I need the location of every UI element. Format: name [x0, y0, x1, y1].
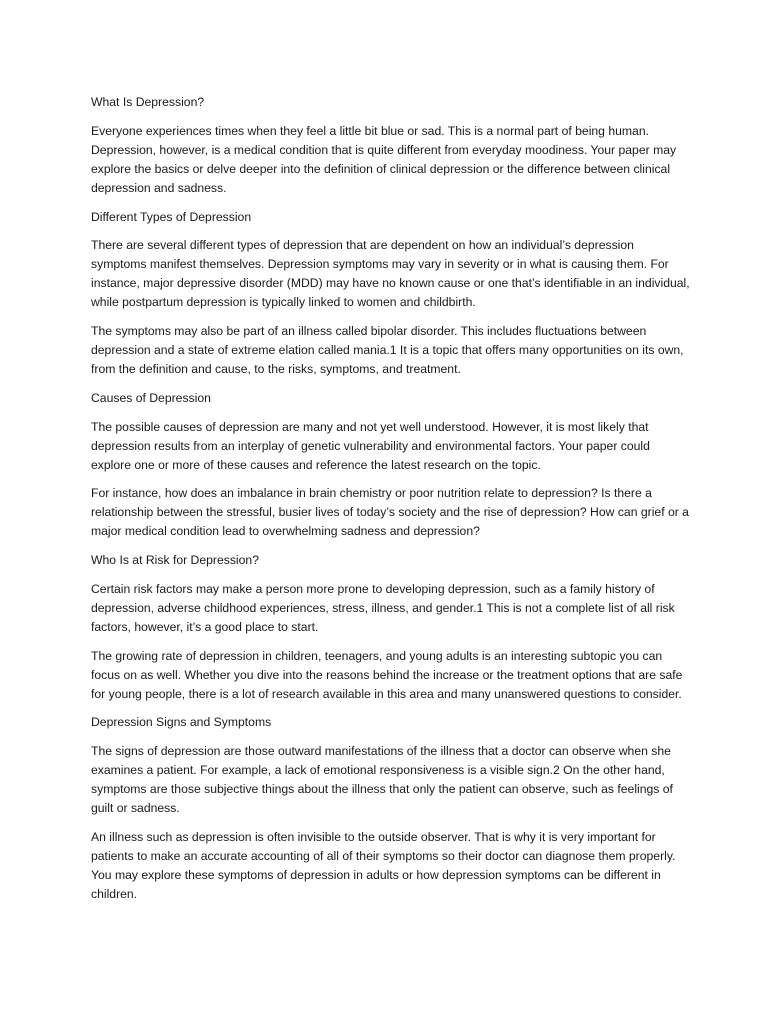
paragraph: The signs of depression are those outward manifestations of the illness that a doctor can observe when she examines a patient. For example, a lack of emotional responsiveness is a visible sign.2 On the other hand, symptoms are those subjective things about the illness that only the patient can observe, such as feelings of guilt or sadness. [91, 744, 673, 816]
document-body [91, 93, 691, 914]
paragraph: Certain risk factors may make a person more prone to developing depression, such as a family history of depression, adverse childhood experiences, stress, illness, and gender.1 This is not a complete list of all risk factors, however, it’s a good place to start. [91, 582, 675, 634]
paragraph: There are several different types of depression that are dependent on how an individual’s depression symptoms manifest themselves. Depression symptoms may vary in severity or in what is causing them. For instance, major depressive disorder (MDD) may have no known cause or one that’s identifiable in an individual, while postpartum depression is typically linked to women and childbirth. [91, 238, 690, 310]
paragraph: The possible causes of depression are many and not yet well understood. However, it is most likely that depression results from an interplay of genetic vulnerability and environmental factors. Your paper could explore one or more of these causes and reference the latest research on the topic. [91, 419, 650, 472]
section-heading: Depression Signs and Symptoms [91, 715, 272, 730]
paragraph: An illness such as depression is often invisible to the outside observer. That is why it is very important for patients to make an accurate accounting of all of their symptoms so their doctor can diagnose them properly. You may explore these symptoms of depression in adults or how depression symptoms can be different in children. [91, 830, 676, 901]
section-different-types [91, 208, 691, 379]
paragraph: The symptoms may also be part of an illness called bipolar disorder. This includes fluctuations between depression and a state of extreme elation called mania.1 It is a topic that offers many opportunities on its own, from the definition and cause, to the risks, symptoms, and treatment. [91, 324, 684, 376]
section-heading: Causes of Depression [91, 390, 211, 405]
section-heading: What Is Depression? [91, 95, 205, 109]
section-risk [91, 551, 691, 703]
section-heading: Different Types of Depression [91, 209, 252, 224]
section-heading: Who Is at Risk for Depression? [91, 553, 259, 568]
section-signs-symptoms [91, 713, 691, 903]
paragraph: Everyone experiences times when they feel a little bit blue or sad. This is a normal part of being human. Depression, however, is a medical condition that is quite different from everyday moodiness. Your paper may explore the basics or delve deeper into the definition of clinical depression or the difference between clinical depression and sadness. [91, 123, 677, 195]
paragraph: For instance, how does an imbalance in brain chemistry or poor nutrition relate to depression? Is there a relationship between the stressful, busier lives of today’s society and the rise of depression? How can grief or a major medical condition lead to overwhelming sadness and depression? [91, 486, 689, 539]
section-what-is-depression [91, 93, 691, 198]
paragraph: The growing rate of depression in children, teenagers, and young adults is an interesting subtopic you can focus on as well. Whether you dive into the reasons behind the increase or the treatment options that are safe for young people, there is a lot of research available in this area and many unanswered questions to consider. [91, 648, 683, 701]
section-causes [91, 389, 691, 541]
